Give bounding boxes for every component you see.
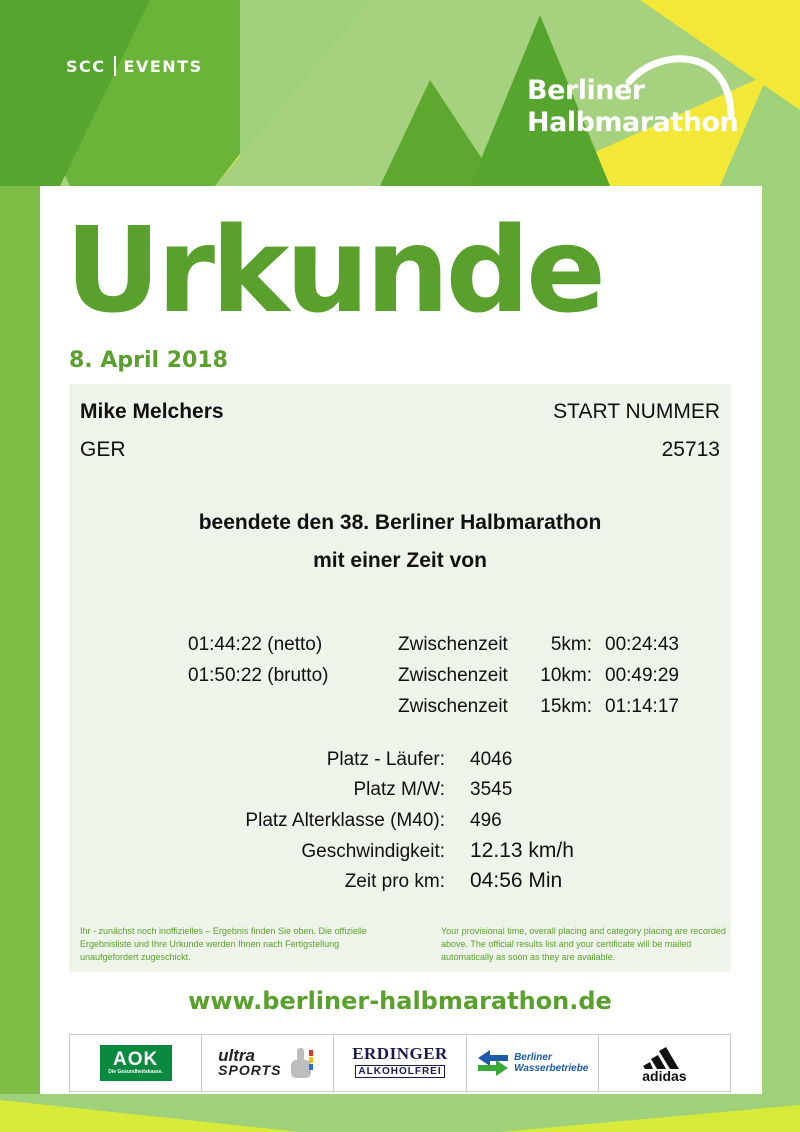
sponsor-berliner-wasserbetriebe <box>467 1035 599 1091</box>
sponsor-bar <box>69 1034 731 1092</box>
statement-line1: beendete den 38. Berliner Halbmarathon <box>198 511 602 534</box>
stat-label: Geschwindigkeit: <box>301 841 445 862</box>
adidas-stripes-icon <box>643 1043 685 1069</box>
arrows-icon <box>476 1048 510 1078</box>
note-german: Ihr - zunächst noch inoffizielles – Ergebnis finden Sie oben. Die offizielle Ergebnisliste und Ihre Urkunde werden Ihnen nach Fertigstellung unaufgefordert zugeschickt. <box>80 926 367 962</box>
organizer-logo <box>66 56 203 76</box>
adidas-logo-text: adidas <box>642 1068 687 1084</box>
event-date: 8. April 2018 <box>69 348 228 373</box>
bwb-logo-line1: Berliner <box>514 1052 552 1063</box>
stat-label: Platz Alterklasse (M40): <box>245 810 445 831</box>
aok-logo-text: AOK <box>112 1048 159 1070</box>
organizer-logo-left: SCC <box>66 56 106 76</box>
sponsor-ultra-sports <box>202 1035 334 1091</box>
thumbs-up-icon <box>287 1046 317 1080</box>
bwb-logo-line2: Wasserbetriebe <box>514 1063 589 1074</box>
event-logo-line2: Halbmarathon <box>527 107 739 138</box>
split-time: 00:24:43 <box>605 634 679 655</box>
aok-logo-subtext: Die Gesundheitskasse. <box>108 1068 163 1075</box>
split-label: Zwischenzeit <box>398 696 508 717</box>
split-label: Zwischenzeit <box>398 665 508 686</box>
stat-label: Zeit pro km: <box>344 871 445 892</box>
erdinger-logo-line2: ALKOHOLFREI <box>355 1065 444 1078</box>
website-link[interactable]: www.berliner-halbmarathon.de <box>188 987 612 1015</box>
runner-country: GER <box>80 438 126 461</box>
logo-divider <box>114 56 116 76</box>
start-number-label: START NUMMER <box>553 400 720 423</box>
stat-value: 04:56 Min <box>470 869 563 892</box>
stat-value: 12.13 km/h <box>470 839 574 862</box>
split-time: 01:14:17 <box>605 696 679 717</box>
stat-value: 4046 <box>470 749 513 770</box>
ultra-logo-line2: SPORTS <box>218 1062 282 1078</box>
net-time: 01:44:22 (netto) <box>188 634 323 655</box>
event-logo <box>527 52 757 152</box>
sponsor-erdinger <box>334 1035 466 1091</box>
aok-logo <box>100 1045 172 1081</box>
certificate-title: Urkunde <box>65 201 602 339</box>
split-time: 00:49:29 <box>605 665 679 686</box>
stat-value: 496 <box>470 810 502 831</box>
sponsor-aok <box>70 1035 202 1091</box>
split-distance: 15km: <box>540 696 592 717</box>
split-distance: 5km: <box>550 634 592 655</box>
organizer-logo-right: EVENTS <box>123 56 203 76</box>
split-distance: 10km: <box>540 665 592 686</box>
stat-label: Platz M/W: <box>353 779 445 800</box>
statement-line2: mit einer Zeit von <box>313 549 487 572</box>
start-number: 25713 <box>661 438 720 461</box>
runner-name: Mike Melchers <box>80 400 224 423</box>
erdinger-logo-line1: ERDINGER <box>352 1044 448 1063</box>
ultra-logo-line1: ultra <box>218 1046 255 1065</box>
event-logo-line1: Berliner <box>527 75 645 106</box>
split-label: Zwischenzeit <box>398 634 508 655</box>
sponsor-adidas <box>599 1035 730 1091</box>
stat-value: 3545 <box>470 779 513 800</box>
stat-label: Platz - Läufer: <box>326 749 445 770</box>
note-english: Your provisional time, overall placing and category placing are recorded above. The official results list and your certificate will be mailed automatically as soon as they are available. <box>441 926 726 962</box>
gross-time: 01:50:22 (brutto) <box>188 665 329 686</box>
